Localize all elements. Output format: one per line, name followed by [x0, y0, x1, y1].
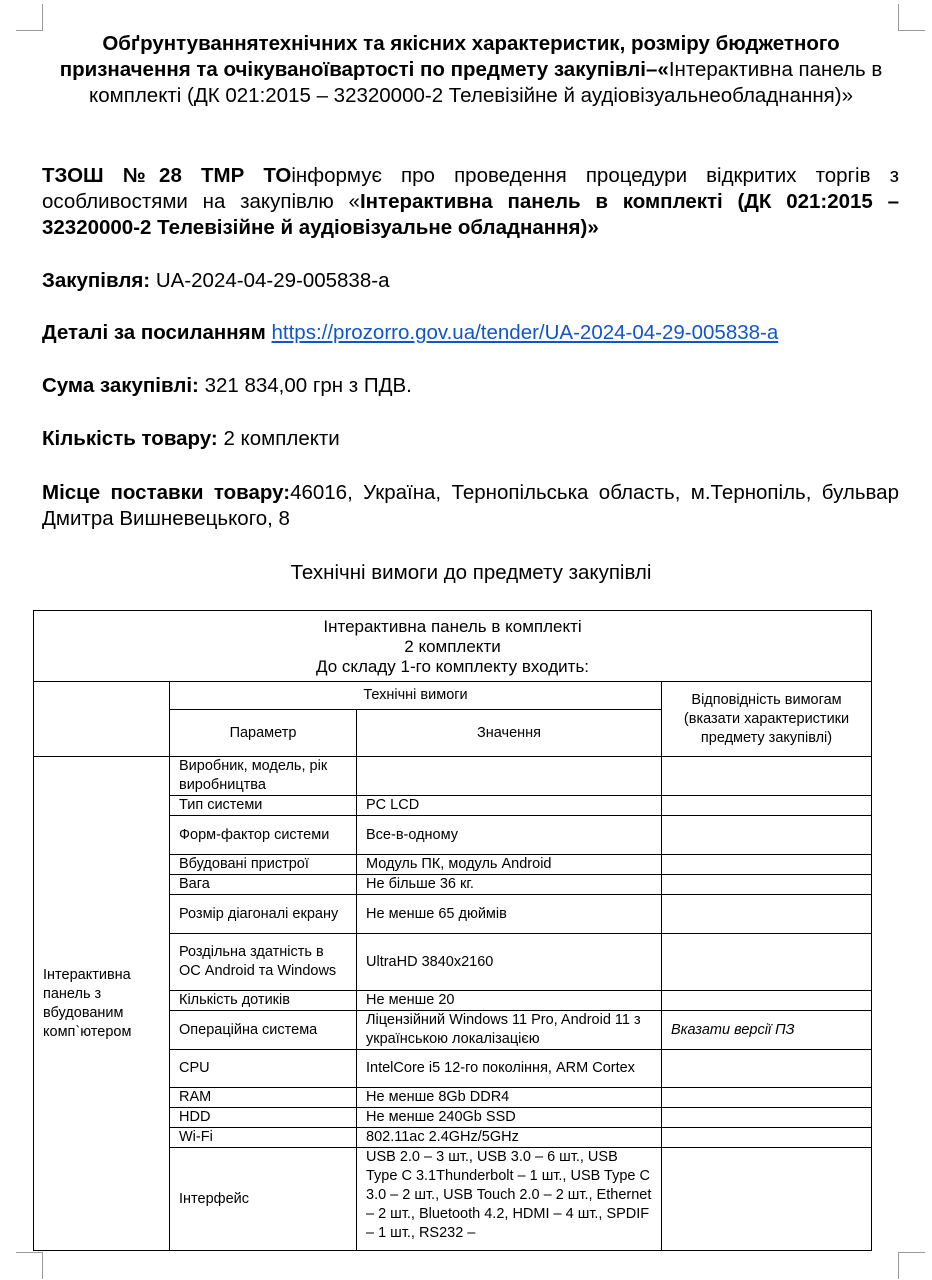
param-cell: Тип системи: [170, 796, 357, 816]
compliance-cell[interactable]: [662, 1088, 872, 1108]
page-corner-mark: [16, 4, 43, 31]
compliance-cell[interactable]: [662, 875, 872, 895]
value-cell: Все-в-одному: [357, 816, 662, 855]
compliance-cell[interactable]: [662, 757, 872, 796]
procurement-id-line: [42, 268, 899, 294]
empty-header-cell: [34, 682, 170, 757]
sum-value: 321 834,00 грн з ПДВ.: [198, 374, 412, 397]
procurement-id-label: Закупівля:: [42, 269, 151, 292]
value-header: Значення: [357, 710, 662, 757]
table-header: [34, 611, 872, 682]
compliance-cell[interactable]: [662, 934, 872, 991]
value-cell: [357, 757, 662, 796]
param-cell: Форм-фактор системи: [170, 816, 357, 855]
requirements-table: [33, 610, 872, 1251]
table-header-line: 2 комплекти: [404, 636, 501, 656]
quantity-value: 2 комплекти: [217, 427, 340, 450]
compliance-cell[interactable]: [662, 855, 872, 875]
param-cell: Вага: [170, 875, 357, 895]
delivery-place-label: Місце поставки товару:: [42, 481, 291, 504]
tech-requirements-header: Технічні вимоги: [170, 682, 662, 710]
delivery-place-line: [42, 480, 899, 532]
page-corner-mark: [898, 4, 925, 31]
value-cell: 802.11ac 2.4GHz/5GHz: [357, 1128, 662, 1148]
value-cell: Ліцензійний Windows 11 Pro, Android 11 з українською локалізацією: [357, 1011, 662, 1050]
table-row: [34, 757, 872, 796]
value-cell: Не менше 20: [357, 991, 662, 1011]
param-header: Параметр: [170, 710, 357, 757]
value-cell: Не більше 36 кг.: [357, 875, 662, 895]
document-title: [42, 31, 900, 109]
param-cell: Операційна система: [170, 1011, 357, 1050]
param-cell: Вбудовані пристрої: [170, 855, 357, 875]
compliance-header: Відповідність вимогам (вказати характеристики предмету закупівлі): [662, 682, 872, 757]
compliance-cell[interactable]: [662, 895, 872, 934]
compliance-cell[interactable]: [662, 1050, 872, 1088]
document-title-bold: Обґрунтуваннятехнічних та якісних характеристик, розміру бюджетного призначення та очікуваноївартості по предмету закупівлі–«: [59, 32, 840, 81]
value-cell: Не менше 240Gb SSD: [357, 1108, 662, 1128]
page-corner-mark: [16, 1252, 43, 1279]
intro-text: інформує про проведення процедури відкритих торгів з особливостями на закупівлю «: [42, 164, 899, 213]
details-label: Деталі за посиланням: [42, 321, 272, 344]
organization-name: ТЗОШ №28 ТМР ТО: [42, 164, 292, 187]
compliance-cell[interactable]: [662, 816, 872, 855]
compliance-cell[interactable]: [662, 796, 872, 816]
value-cell: Не менше 8Gb DDR4: [357, 1088, 662, 1108]
compliance-cell[interactable]: [662, 991, 872, 1011]
param-cell: RAM: [170, 1088, 357, 1108]
value-cell: Модуль ПК, модуль Android: [357, 855, 662, 875]
sum-label: Сума закупівлі:: [42, 374, 199, 397]
tender-link[interactable]: https://prozorro.gov.ua/tender/UA-2024-04-29-005838-a: [271, 321, 779, 344]
value-cell: PC LCD: [357, 796, 662, 816]
delivery-place-value: 46016, Україна, Тернопільська область, м.Тернопіль, бульвар Дмитра Вишневецького, 8: [42, 481, 899, 530]
table-header-line: До складу 1-го комплекту входить:: [316, 656, 590, 676]
document-title-subject: Інтерактивна панель в комплекті (ДК 021:2015 – 32320000-2 Телевізійне й аудіовізуальнеобладнання)»: [89, 58, 883, 107]
details-line: [42, 320, 899, 346]
value-cell: IntelCore i5 12-го покоління, ARM Cortex: [357, 1050, 662, 1088]
param-cell: Кількість дотиків: [170, 991, 357, 1011]
param-cell: HDD: [170, 1108, 357, 1128]
param-cell: Розмір діагоналі екрану: [170, 895, 357, 934]
compliance-cell[interactable]: [662, 1108, 872, 1128]
procurement-subject: Інтерактивна панель в комплекті (ДК 021:2015 – 32320000-2 Телевізійне й аудіовізуальне обладнання)»: [42, 190, 899, 239]
quantity-line: [42, 426, 899, 452]
value-cell: USB 2.0 – 3 шт., USB 3.0 – 6 шт., USB Type C 3.1Thunderbolt – 1 шт., USB Type C 3.0 – 2 шт., USB Touch 2.0 – 2 шт., Ethernet – 2 шт., Bluetooth 4.2, HDMI – 4 шт., SPDIF – 1 шт., RS232 –: [357, 1148, 662, 1251]
compliance-cell[interactable]: [662, 1128, 872, 1148]
page-corner-mark: [898, 1252, 925, 1279]
value-cell: Не менше 65 дюймів: [357, 895, 662, 934]
compliance-cell[interactable]: [662, 1148, 872, 1251]
intro-paragraph: [42, 163, 899, 241]
param-cell: Wi-Fi: [170, 1128, 357, 1148]
param-cell: Виробник, модель, рік виробництва: [170, 757, 357, 796]
param-cell: Роздільна здатність в ОС Android та Windows: [170, 934, 357, 991]
item-name-cell: Інтерактивна панель з вбудованим комп`ютером: [34, 757, 170, 1251]
table-header-line: Інтерактивна панель в комплекті: [323, 616, 582, 636]
value-cell: UltraHD 3840x2160: [357, 934, 662, 991]
tech-requirements-title: Технічні вимоги до предмету закупівлі: [290, 561, 652, 584]
param-cell: CPU: [170, 1050, 357, 1088]
compliance-cell[interactable]: Вказати версії ПЗ: [662, 1011, 872, 1050]
param-cell: Інтерфейс: [170, 1148, 357, 1251]
quantity-label: Кількість товару:: [42, 427, 218, 450]
sum-line: [42, 373, 899, 399]
procurement-id-value: UA-2024-04-29-005838-a: [150, 269, 390, 292]
